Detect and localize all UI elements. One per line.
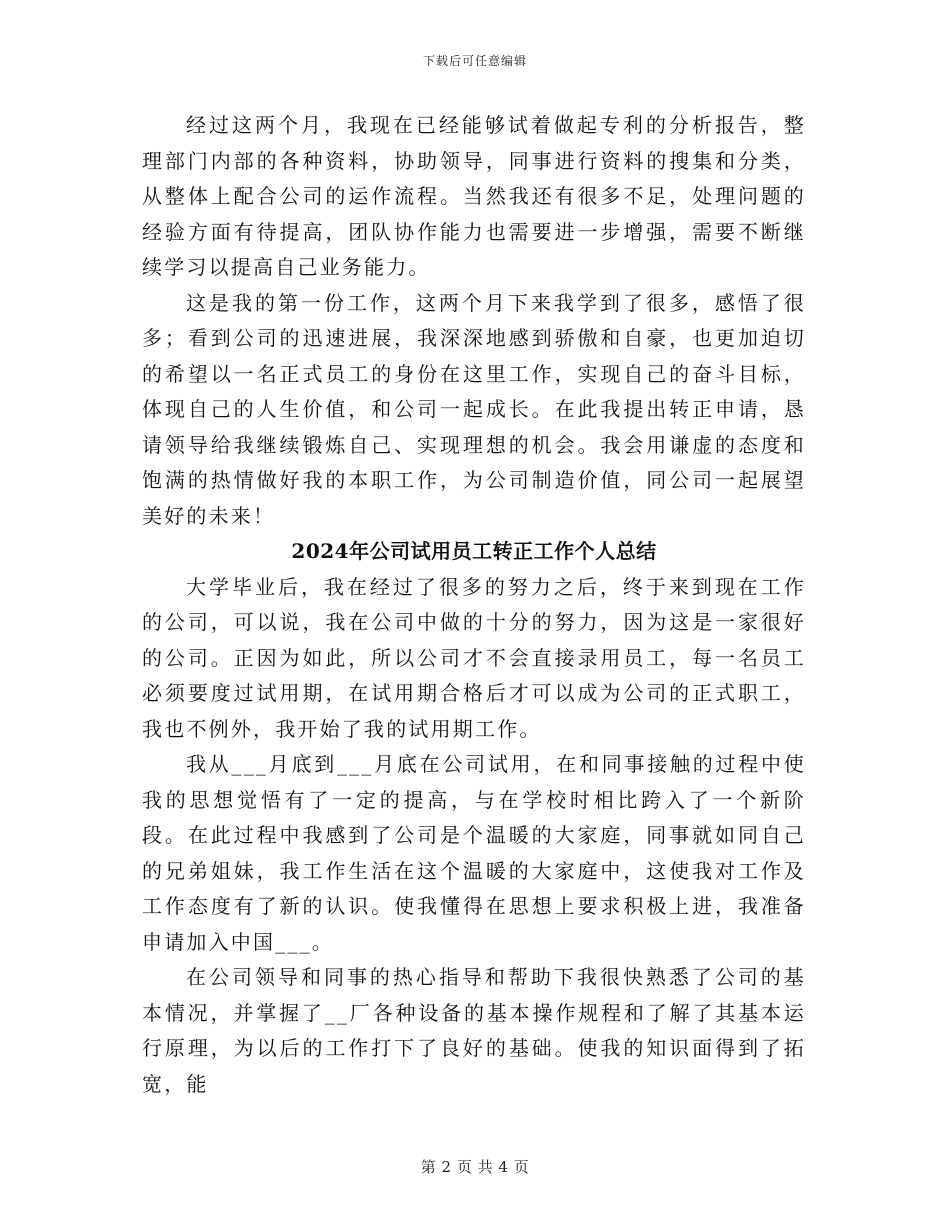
page-header: 下载后可任意编辑 bbox=[422, 54, 527, 68]
page-footer: 第 2 页 共 4 页 bbox=[420, 1158, 530, 1176]
document-body bbox=[142, 108, 806, 1102]
paragraph: 这是我的第一份工作，这两个月下来我学到了很多，感悟了很多；看到公司的迅速进展，我深深地感到骄傲和自豪，也更加迫切的希望以一名正式员工的身份在这里工作，实现自己的奋斗目标，体现自己的人生价值，和公司一起成长。在此我提出转正申请，恳请领导给我继续锻炼自己、实现理想的机会。我会用谦虚的态度和饱满的热情做好我的本职工作，为公司制造价值，同公司一起展望美好的未来！ bbox=[142, 290, 806, 528]
paragraph: 大学毕业后，我在经过了很多的努力之后，终于来到现在工作的公司，可以说，我在公司中做的十分的努力，因为这是一家很好的公司。正因为如此，所以公司才不会直接录用员工，每一名员工必须要度过试用期，在试用期合格后才可以成为公司的正式职工，我也不例外，我开始了我的试用期工作。 bbox=[142, 574, 806, 741]
section-title: 2024年公司试用员工转正工作个人总结 bbox=[291, 539, 657, 563]
paragraph: 经过这两个月，我现在已经能够试着做起专利的分析报告，整理部门内部的各种资料，协助领导，同事进行资料的搜集和分类，从整体上配合公司的运作流程。当然我还有很多不足，处理问题的经验方面有待提高，团队协作能力也需要进一步增强，需要不断继续学习以提高自己业务能力。 bbox=[142, 113, 806, 279]
paragraph: 我从___月底到___月底在公司试用，在和同事接触的过程中使我的思想觉悟有了一定的提高，与在学校时相比跨入了一个新阶段。在此过程中我感到了公司是个温暖的大家庭，同事就如同自己的兄弟姐妹，我工作生活在这个温暖的大家庭中，这使我对工作及工作态度有了新的认识。使我懂得在思想上要求积极上进，我准备申请加入中国___。 bbox=[142, 752, 806, 954]
paragraph: 在公司领导和同事的热心指导和帮助下我很快熟悉了公司的基本情况，并掌握了__厂各种设备的基本操作规程和了解了其基本运行原理，为以后的工作打下了良好的基础。使我的知识面得到了拓宽，能 bbox=[142, 965, 806, 1096]
